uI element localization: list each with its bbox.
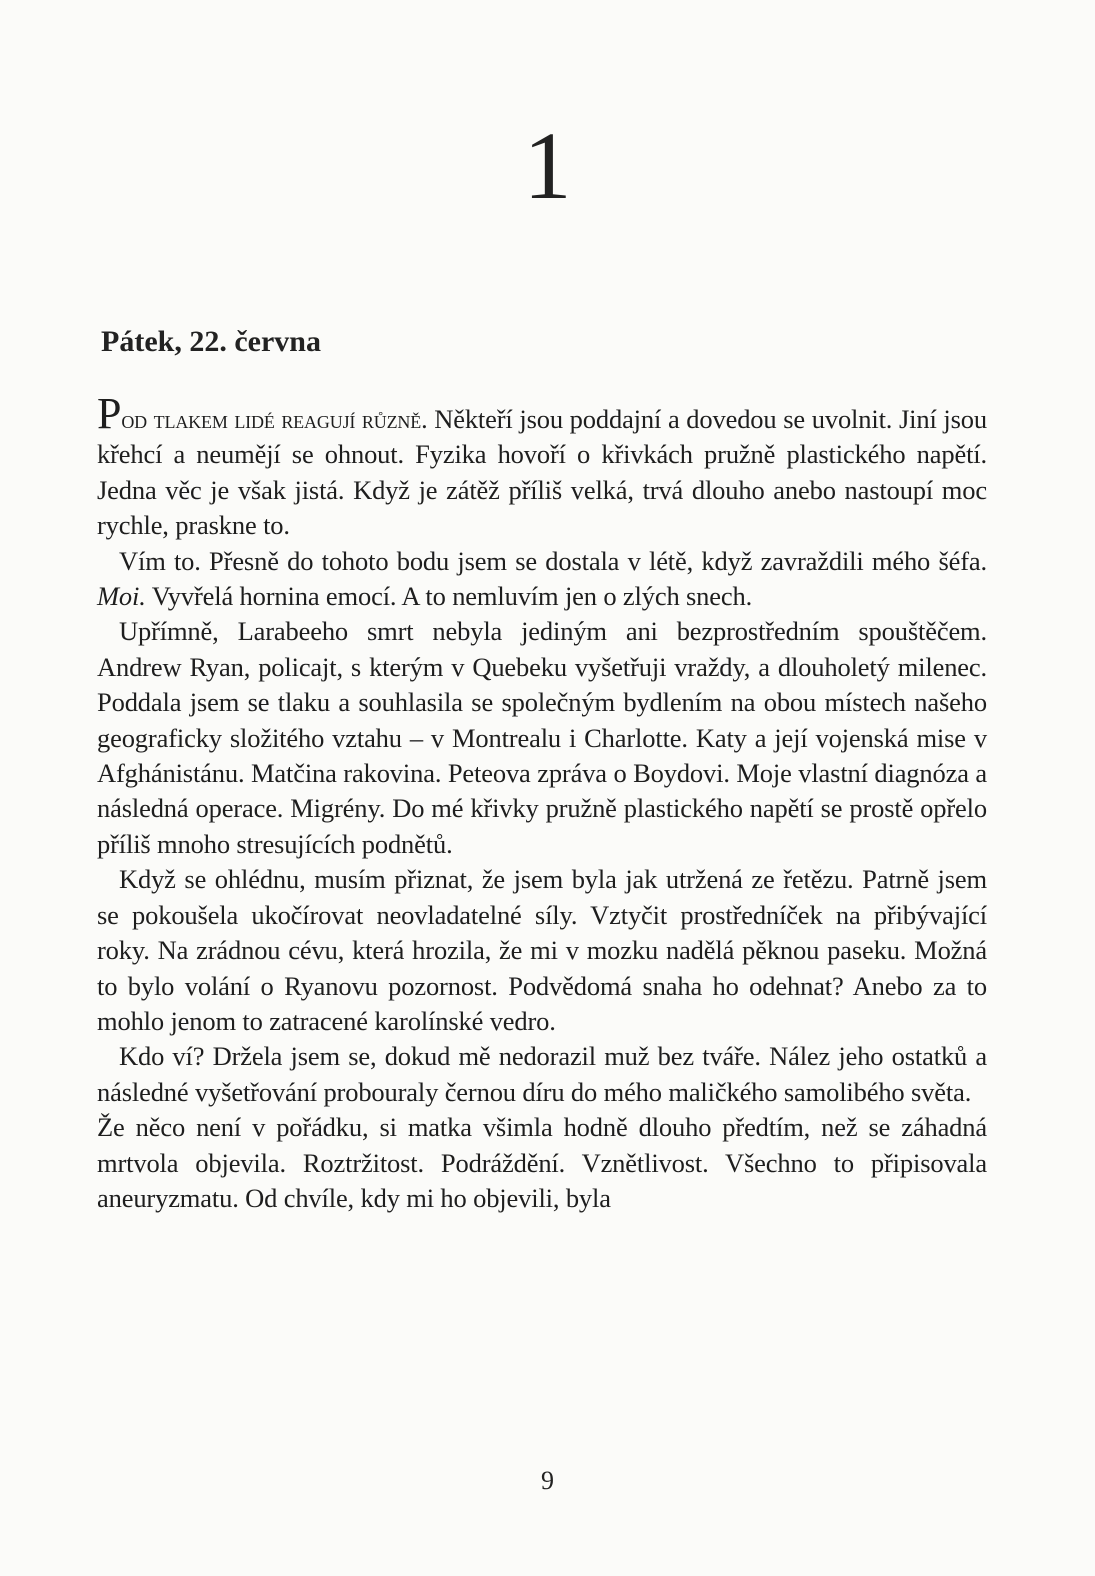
body-text [97,389,987,1216]
paragraph-4: Když se ohlédnu, musím přiznat, že jsem byla jak utržená ze řetězu. Patrně jsem se pokoušela ukočírovat neovladatelné síly. Vztyčit prostředníček na přibývající roky. Na zrádnou cévu, která hrozila, že mi v mozku nadělá pěknou paseku. Možná to bylo volání o Ryanovu pozornost. Podvědomá snaha ho odehnat? Anebo za to mohlo jenom to zatracené karolínské vedro. [97,864,987,1036]
p2-text-b: Vyvřelá hornina emocí. A to nemluvím jen o zlých snech. [145,581,753,612]
opening-text: Někteří jsou poddajní a dovedou se uvolnit. Jiní jsou křehcí a neumějí se ohnout. Fyzika hovoří o křivkách pružně plastického napětí. Jedna věc je však jistá. Když je zátěž příliš velká, trvá dlouho anebo nastoupí moc rychle, praskne to. [97,404,987,541]
p2-italic: Moi. [97,581,146,612]
date-heading: Pátek, 22. června [101,325,321,358]
paragraph-1 [97,389,987,544]
drop-cap: P [97,389,122,438]
chapter-number: 1 [523,112,572,219]
paragraph-5: Kdo ví? Držela jsem se, dokud mě nedorazil muž bez tváře. Nález jeho ostatků a následné vyšetřování probouraly černou díru do mého maličkého samolibého světa. [97,1041,987,1107]
paragraph-3: Upřímně, Larabeeho smrt nebyla jediným ani bezprostředním spouštěčem. Andrew Ryan, policajt, s kterým v Quebeku vyšetřuji vraždy, a dlouholetý milenec. Poddala jsem se tlaku a souhlasila se společným bydlením na obou místech našeho geograficky složitého vztahu – v Montrealu i Charlotte. Katy a její vojenská mise v Afghánistánu. Matčina rakovina. Peteova zpráva o Boydovi. Moje vlastní diagnóza a následná operace. Migrény. Do mé křivky pružně plastického napětí se prostě opřelo příliš mnoho stresujících podnětů. [97,616,987,859]
p2-text-a: Vím to. Přesně do tohoto bodu jsem se dostala v létě, když zavraždili mého šéfa. [119,545,987,576]
opening-smallcaps: od tlakem lidé reagují různě. [121,405,428,434]
paragraph-2 [97,544,987,615]
paragraph-6: Že něco není v pořádku, si matka všimla hodně dlouho předtím, než se záhadná mrtvola objevila. Roztržitost. Podráždění. Vznětlivost. Všechno to připisovala aneuryzmatu. Od chvíle, kdy mi ho objevili, byla [97,1112,987,1213]
page-number: 9 [541,1466,554,1495]
